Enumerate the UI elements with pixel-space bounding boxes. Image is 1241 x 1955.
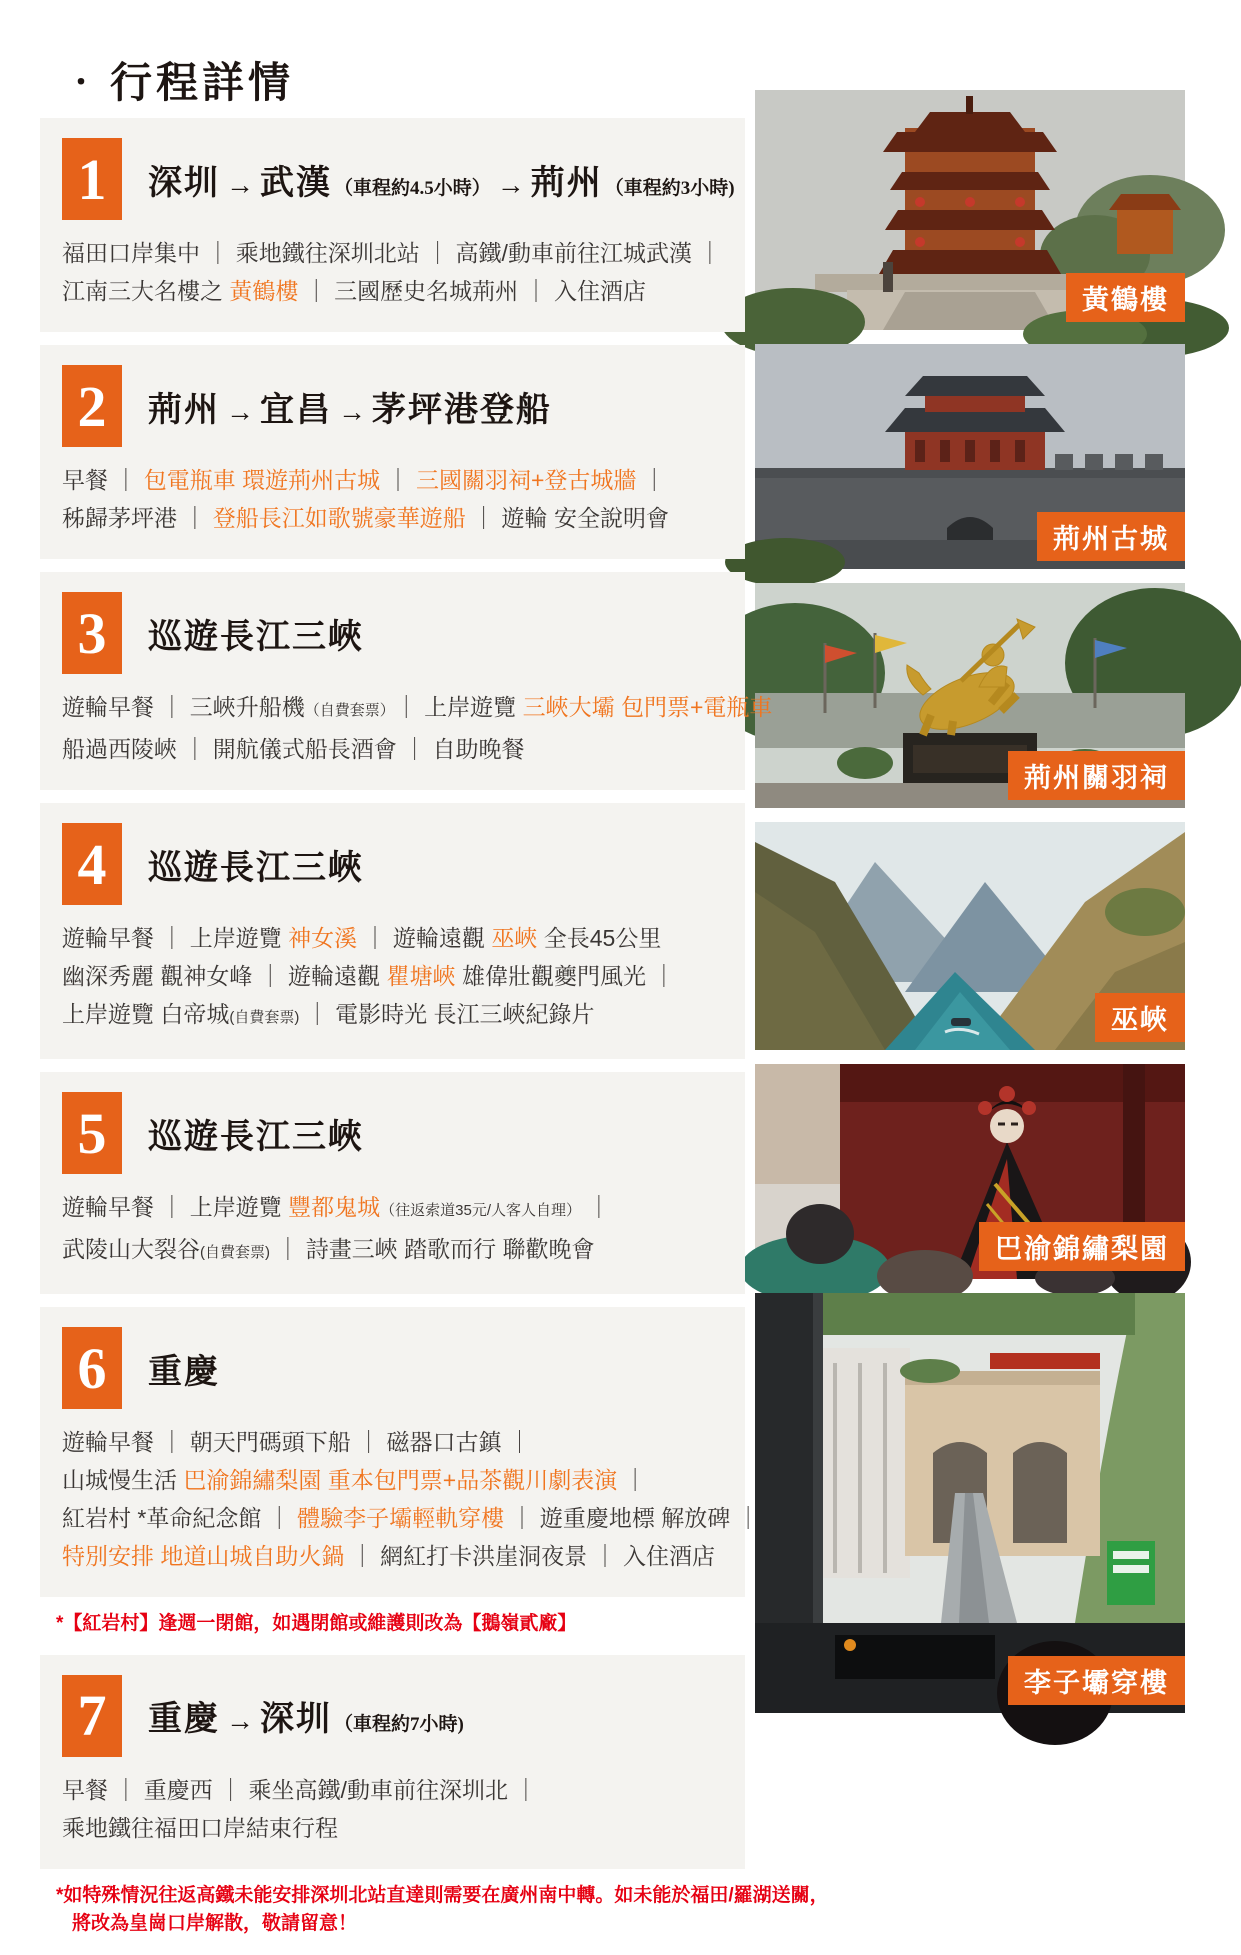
day-3-number-badge: 3 bbox=[62, 592, 122, 674]
itinerary-list bbox=[40, 118, 829, 1955]
day-7-header bbox=[62, 1675, 735, 1757]
day-7-title: 重慶 → 深圳 （車程約7小時) bbox=[148, 1701, 464, 1738]
day-2-number-badge: 2 bbox=[62, 365, 122, 447]
day-3-title: 巡遊長江三峽 bbox=[148, 618, 364, 656]
photo-wu-gorge bbox=[755, 822, 1185, 1050]
day-section-4 bbox=[40, 803, 745, 1059]
photo-jingzhou-guanyu-shrine bbox=[755, 583, 1185, 808]
note-hongyan-text: *【紅岩村】逢週一閉館，如遇閉館或維護則改為【鵝嶺貳廠】 bbox=[56, 1613, 577, 1634]
day-5-header bbox=[62, 1092, 735, 1174]
day-6-line-4: 特別安排 地道山城自助火鍋 ｜ 網紅打卡洪崖洞夜景 ｜ 入住酒店 bbox=[62, 1543, 715, 1569]
day-section-5 bbox=[40, 1072, 745, 1294]
photo-label-bayu-jinxiu-liyuan: 巴渝錦繡梨園 bbox=[979, 1222, 1185, 1271]
day-section-6 bbox=[40, 1307, 760, 1597]
day-1-line-1: 福田口岸集中 ｜ 乘地鐵往深圳北站 ｜ 高鐵/動車前往江城武漢 ｜ bbox=[62, 240, 722, 266]
note-train-line-2: 將改為皇崗口岸解散，敬請留意！ bbox=[72, 1913, 358, 1934]
day-section-2 bbox=[40, 345, 745, 559]
liziba-monorail-image bbox=[755, 1293, 1185, 1713]
photo-label-jingzhou-guanyu-shrine: 荊州關羽祠 bbox=[1008, 751, 1185, 800]
page-title bbox=[66, 50, 294, 110]
day-4-line-1: 遊輪早餐 ｜ 上岸遊覽 神女溪 ｜ 遊輪遠觀 巫峽 全長45公里 bbox=[62, 925, 662, 951]
day-1-number-badge: 1 bbox=[62, 138, 122, 220]
day-7-line-1: 早餐 ｜ 重慶西 ｜ 乘坐高鐵/動車前往深圳北 ｜ bbox=[62, 1776, 538, 1803]
day-2-line-1: 早餐 ｜ 包電瓶車 環遊荊州古城 ｜ 三國關羽祠+登古城牆 ｜ bbox=[62, 467, 666, 493]
photo-column bbox=[755, 90, 1185, 1727]
note-hongyan-closure bbox=[56, 1610, 745, 1639]
day-6-line-2: 山城慢生活 巴渝錦繡梨園 重本包門票+品茶觀川劇表演 ｜ bbox=[62, 1467, 647, 1493]
day-6-header bbox=[62, 1327, 735, 1409]
day-3-line-1: 遊輪早餐 ｜ 三峽升船機（自費套票）｜ 上岸遊覽 三峽大壩 包門票+電瓶車 bbox=[62, 694, 773, 720]
photo-label-yellow-crane-tower: 黃鶴樓 bbox=[1066, 273, 1185, 322]
day-section-7 bbox=[40, 1655, 745, 1869]
day-2-line-2: 秭歸茅坪港 ｜ 登船長江如歌號豪華遊船 ｜ 遊輪 安全說明會 bbox=[62, 505, 669, 531]
day-5-title: 巡遊長江三峽 bbox=[148, 1118, 364, 1156]
day-2-header bbox=[62, 365, 735, 447]
day-7-number-badge: 7 bbox=[62, 1675, 122, 1757]
photo-jingzhou-ancient-city bbox=[755, 344, 1185, 569]
day-4-line-3: 上岸遊覽 白帝城(自費套票) ｜ 電影時光 長江三峽紀錄片 bbox=[62, 1001, 595, 1027]
day-3-header bbox=[62, 592, 735, 674]
day-2-title: 荊州 → 宜昌 → 茅坪港登船 bbox=[148, 391, 552, 429]
day-1-line-2: 江南三大名樓之 黃鶴樓 ｜ 三國歷史名城荊州 ｜ 入住酒店 bbox=[62, 278, 646, 304]
page-title-text: 行程詳情 bbox=[110, 61, 295, 107]
day-6-line-3: 紅岩村 *革命紀念館 ｜ 體驗李子壩輕軌穿樓 ｜ 遊重慶地標 解放碑 ｜ bbox=[62, 1505, 760, 1531]
day-section-3 bbox=[40, 572, 773, 790]
day-4-number-badge: 4 bbox=[62, 823, 122, 905]
day-5-line-1: 遊輪早餐 ｜ 上岸遊覽 豐都鬼城（往返索道35元/人客人自理） ｜ bbox=[62, 1194, 611, 1220]
day-3-line-2: 船過西陵峽 ｜ 開航儀式船長酒會 ｜ 自助晚餐 bbox=[62, 736, 525, 762]
day-1-title: 深圳 → 武漢 （車程約4.5小時） → 荊州 （車程約3小時) bbox=[148, 164, 735, 202]
day-4-title: 巡遊長江三峽 bbox=[148, 849, 364, 887]
note-train-line-1: *如特殊情況往返高鐵未能安排深圳北站直達則需要在廣州南中轉。如未能於福田/羅湖送關， bbox=[56, 1884, 829, 1906]
photo-bayu-jinxiu-liyuan bbox=[755, 1064, 1185, 1279]
photo-yellow-crane-tower bbox=[755, 90, 1185, 330]
day-5-line-2: 武陵山大裂谷(自費套票) ｜ 詩畫三峽 踏歌而行 聯歡晚會 bbox=[62, 1236, 595, 1262]
day-7-line-2: 乘地鐵往福田口岸結束行程 bbox=[62, 1814, 338, 1841]
photo-liziba-monorail bbox=[755, 1293, 1185, 1713]
day-5-number-badge: 5 bbox=[62, 1092, 122, 1174]
day-1-header bbox=[62, 138, 735, 220]
day-6-title: 重慶 bbox=[148, 1353, 220, 1391]
title-bullet-icon: ・ bbox=[66, 67, 96, 100]
photo-label-liziba-monorail: 李子壩穿樓 bbox=[1008, 1656, 1185, 1705]
day-6-number-badge: 6 bbox=[62, 1327, 122, 1409]
day-4-line-2: 幽深秀麗 觀神女峰 ｜ 遊輪遠觀 瞿塘峽 雄偉壯觀夔門風光 ｜ bbox=[62, 963, 676, 989]
photo-label-wu-gorge: 巫峽 bbox=[1095, 993, 1185, 1042]
day-6-line-1: 遊輪早餐 ｜ 朝天門碼頭下船 ｜ 磁器口古鎮 ｜ bbox=[62, 1429, 531, 1455]
day-4-header bbox=[62, 823, 735, 905]
day-section-1 bbox=[40, 118, 745, 332]
photo-label-jingzhou-ancient-city: 荊州古城 bbox=[1037, 512, 1185, 561]
note-train-transfer bbox=[56, 1882, 829, 1939]
